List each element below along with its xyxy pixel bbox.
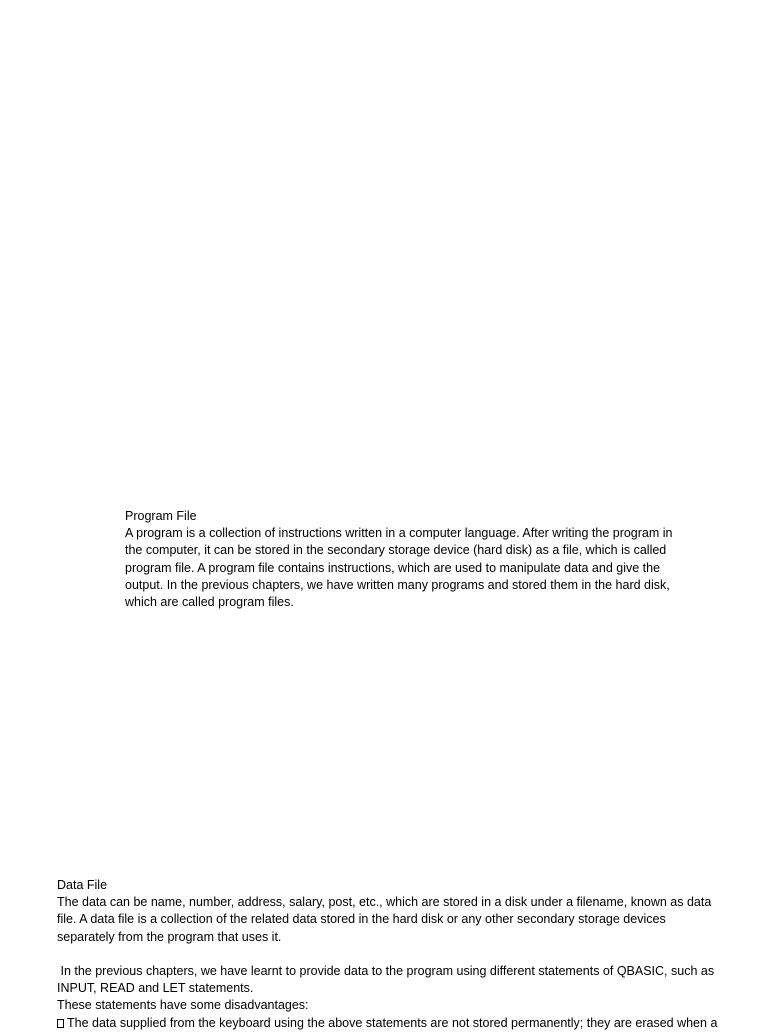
paragraph-gap	[57, 946, 762, 963]
program-file-line: the computer, it can be stored in the secondary storage device (hard disk) as a file, which is called	[125, 543, 667, 558]
program-file-line: program file. A program file contains instructions, which are used to manipulate data and give the	[125, 560, 661, 575]
data-file-line: These statements have some disadvantages:	[57, 998, 309, 1013]
data-file-section	[57, 877, 762, 1032]
program-file-line: A program is a collection of instructions written in a computer language. After writing the program in	[125, 526, 673, 541]
bullet-item	[57, 1015, 762, 1032]
data-file-line: The data can be name, number, address, salary, post, etc., which are stored in a disk under a filename, known as data	[57, 895, 712, 910]
data-file-line: separately from the program that uses it.	[57, 929, 282, 944]
program-file-line: output. In the previous chapters, we have written many programs and stored them in the hard disk,	[125, 577, 670, 592]
data-file-line: file. A data file is a collection of the related data stored in the hard disk or any other secondary storage devices	[57, 912, 666, 927]
program-file-line: which are called program files.	[125, 595, 294, 610]
bullet-item-text: The data supplied from the keyboard using the above statements are not stored permanently; they are erased when a	[67, 1015, 718, 1030]
bullet-box-icon	[57, 1019, 64, 1028]
data-file-heading: Data File	[57, 878, 108, 892]
program-file-heading: Program File	[125, 509, 197, 523]
program-file-section	[125, 508, 730, 611]
data-file-line: INPUT, READ and LET statements.	[57, 981, 254, 996]
data-file-line: In the previous chapters, we have learnt to provide data to the program using different statements of QBASIC, such as	[57, 964, 715, 978]
